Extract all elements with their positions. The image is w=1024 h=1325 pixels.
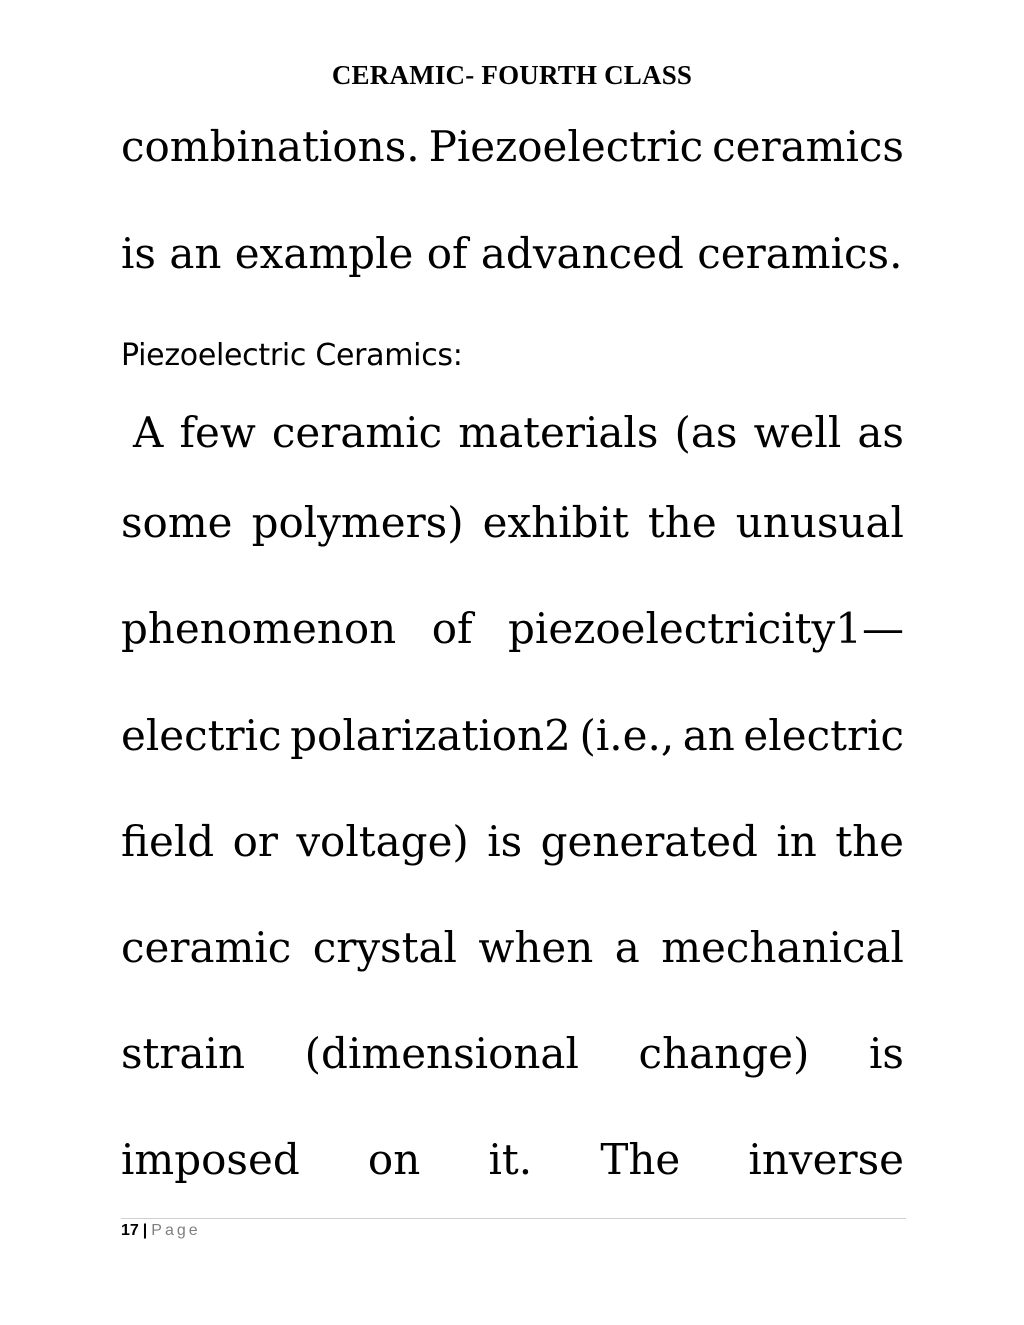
word: electric (121, 711, 282, 760)
word: electric (743, 711, 904, 760)
word: polymers) (251, 498, 464, 547)
word: a (614, 923, 640, 972)
paragraph-line (121, 923, 904, 973)
word: inverse (748, 1135, 904, 1184)
word: it. (488, 1135, 533, 1184)
word: polarization2 (290, 711, 571, 760)
word: exhibit (482, 498, 629, 547)
word: imposed (121, 1135, 300, 1184)
word: A (133, 408, 164, 457)
word: Piezoelectric (428, 122, 704, 171)
word: piezoelectricity1— (508, 604, 904, 653)
word: change) (638, 1029, 810, 1078)
word: ceramic (271, 408, 443, 457)
word: is (868, 1029, 904, 1078)
word: few (179, 408, 256, 457)
word: ceramic (121, 923, 292, 972)
word: (dimensional (304, 1029, 579, 1078)
footer-separator: | (142, 1222, 148, 1239)
footer-divider (121, 1218, 906, 1219)
paragraph-line (121, 711, 904, 761)
word: mechanical (661, 923, 904, 972)
word: crystal (312, 923, 457, 972)
word: (as (674, 408, 738, 457)
page-label: Page (151, 1222, 201, 1239)
word: (i.e., (579, 711, 675, 760)
word: materials (458, 408, 659, 457)
word: ceramics (712, 122, 904, 171)
body-line (121, 122, 904, 172)
page-footer (121, 1222, 201, 1240)
word: the (835, 817, 904, 866)
page-number: 17 (121, 1222, 139, 1239)
paragraph-line (121, 604, 904, 654)
word: is (487, 817, 523, 866)
word: or (232, 817, 278, 866)
word: The (600, 1135, 681, 1184)
word: as (857, 408, 904, 457)
word: unusual (735, 498, 904, 547)
paragraph-line (121, 408, 904, 458)
paragraph-line (121, 498, 904, 548)
word: on (367, 1135, 421, 1184)
paragraph-line (121, 1135, 904, 1185)
word: in (776, 817, 817, 866)
word: an (682, 711, 735, 760)
body-line: is an example of advanced ceramics. (121, 229, 903, 278)
paragraph-line (121, 817, 904, 867)
word: the (647, 498, 717, 547)
word: generated (540, 817, 758, 866)
word: field (121, 817, 215, 866)
word: when (478, 923, 594, 972)
word: strain (121, 1029, 246, 1078)
paragraph-line (121, 1029, 904, 1079)
word: of (431, 604, 473, 653)
word: well (753, 408, 842, 457)
page-header: CERAMIC- FOURTH CLASS (331, 60, 693, 90)
word: combinations. (121, 122, 420, 171)
word: some (121, 498, 233, 547)
section-heading: Piezoelectric Ceramics: (121, 338, 463, 373)
word: phenomenon (121, 604, 397, 653)
word: voltage) (296, 817, 469, 866)
